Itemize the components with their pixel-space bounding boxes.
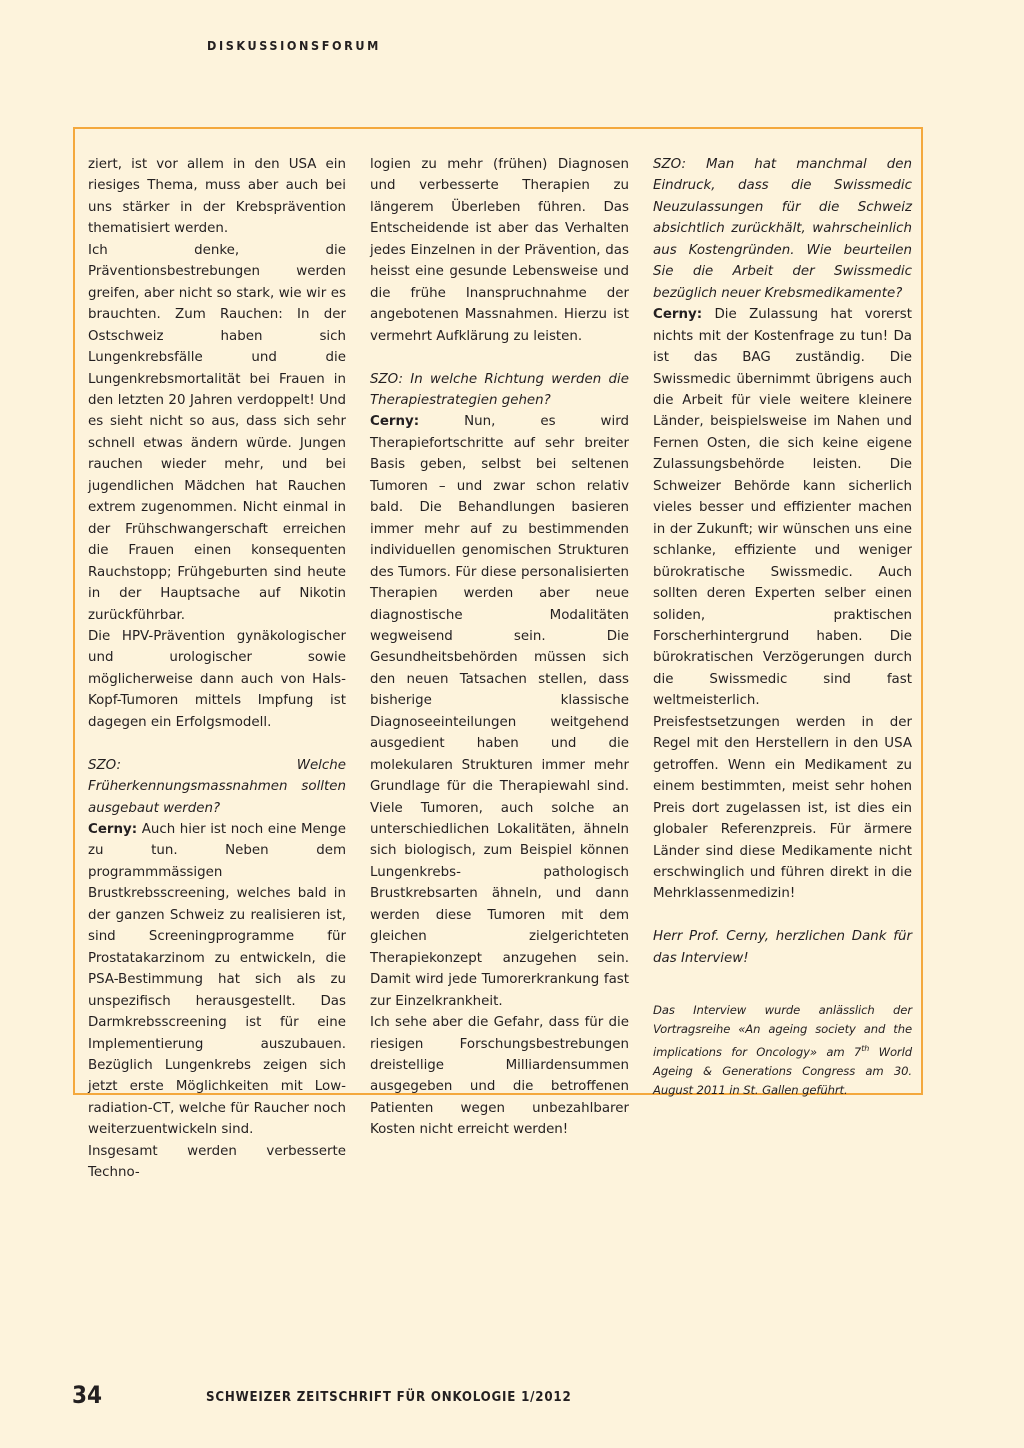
answer-text: Nun, es wird Therapiefortschritte auf sehr breiter Basis geben, selbst bei seltenen Tumoren – und zwar schon relativ bald. Die Behandlungen basieren immer mehr auf zu bestimmenden individuellen genomischen Strukturen des Tumors. Für diese personalisierten Therapien werden aber neue diagnostische Modalitäten wegweisend sein. Die Gesundheitsbehörden müssen sich den neuen Tatsachen stellen, dass bisherige klassische Diagnoseeinteilungen weitgehend ausgedient haben und die molekularen Strukturen immer mehr Grundlage für die Therapiewahl sind. Viele Tumoren, auch solche an unterschiedlichen Lokalitäten, ähneln sich biologisch, zum Beispiel können Lungenkrebs- pathologisch Brustkrebsarten ähneln, und dann werden diese Tumoren mit dem gleichen zielgerichteten Therapiekonzept anzugehen sein. Damit wird jede Tumorerkrankung fast zur Einzelkrankheit. <box>370 414 629 1009</box>
interview-note <box>653 1001 912 1101</box>
column-1 <box>88 154 346 1184</box>
paragraph: Preisfestsetzungen werden in der Regel mit den Herstellern in den USA getroffen. Wenn ein Medikament zu einem bestimmten, meist sehr hohen Preis dort zugelassen ist, ist dies ein globaler Referenzpreis. Für ärmere Länder sind diese Medikamente nicht erschwinglich und führen direkt in die Mehrklassenmedizin! <box>653 714 912 902</box>
note-text: Das Interview wurde anlässlich der Vortragsreihe «An ageing society and the implications for Oncology» am 7 <box>653 1002 912 1059</box>
interview-answer <box>370 411 629 1012</box>
column-3 <box>653 154 912 1101</box>
interview-question: SZO: Man hat manchmal den Eindruck, dass die Swissmedic Neuzulassungen für die Schweiz absichtlich zurückhält, wahrscheinlich aus Kostengründen. Wie beurteilen Sie die Arbeit der Swissmedic bezüglich neuer Krebsmedikamente? <box>653 157 912 301</box>
speaker-label: Cerny: <box>653 307 703 323</box>
answer-text: Die Zulassung hat vorerst nichts mit der Kostenfrage zu tun! Da ist das BAG zuständig. Die Swissmedic übernimmt übrigens auch die Arbeit für viele weitere kleinere Länder, beispielsweise im Nahen und Fernen Osten, die sich keine eigene Zulassungsbehörde leisten. Die Schweizer Behörde kann sicherlich vieles besser und effizienter machen in der Zukunft; wir wünschen uns eine schlanke, effiziente und weniger bürokratische Swissmedic. Auch sollten deren Experten selber einen soliden, praktischen Forscherhintergrund haben. Die bürokratischen Verzögerungen durch die Swissmedic sind fast weltmeisterlich. <box>653 307 913 709</box>
paragraph: Die HPV-Prävention gynäkologischer und urologischer sowie möglicherweise dann auch von Hals-Kopf-Tumoren mittels Impfung ist dagegen ein Erfolgsmodell. <box>88 628 346 730</box>
interview-question: SZO: Welche Früherkennungsmassnahmen sollten ausgebaut werden? <box>88 757 346 816</box>
interview-question: SZO: In welche Richtung werden die Therapiestrategien gehen? <box>370 371 629 408</box>
paragraph: Insgesamt werden verbesserte Techno- <box>88 1143 346 1181</box>
paragraph: Ich sehe aber die Gefahr, dass für die riesigen Forschungsbestrebungen dreistellige Milliardensummen ausgegeben und die betroffenen Patienten wegen unbezahlbarer Kosten nicht erreicht werden! <box>370 1015 629 1138</box>
column-2 <box>370 154 629 1141</box>
note-text-end: World Ageing & Generations Congress am 30. August 2011 in St. Gallen geführt. <box>653 1044 912 1098</box>
speaker-label: Cerny: <box>88 822 138 838</box>
note-superscript: th <box>861 1044 870 1054</box>
journal-title: SCHWEIZER ZEITSCHRIFT FÜR ONKOLOGIE 1/2012 <box>206 1390 572 1405</box>
section-header: DISKUSSIONSFORUM <box>207 38 381 53</box>
paragraph: ziert, ist vor allem in den USA ein riesiges Thema, muss aber auch bei uns stärker in der Krebsprävention thematisiert werden. <box>88 157 346 237</box>
interview-answer <box>653 304 912 712</box>
page-number: 34 <box>72 1381 103 1409</box>
closing-thanks: Herr Prof. Cerny, herzlichen Dank für das Interview! <box>653 929 912 966</box>
answer-text: Auch hier ist noch eine Menge zu tun. Neben dem programmmässigen Brustkrebsscreening, welches bald in der ganzen Schweiz zu realisieren ist, sind Screeningprogramme für Prostatakarzinom zu entwickeln, die PSA-Bestimmung hat sich als zu unspezifisch herausgestellt. Das Darmkrebsscreening ist für eine Implementierung auszubauen. Bezüglich Lungenkrebs zeigen sich jetzt erste Möglichkeiten mit Low-radiation-CT, welche für Raucher noch weiterzuentwickeln sind. <box>88 822 346 1138</box>
paragraph: Ich denke, die Präventionsbestrebungen werden greifen, aber nicht so stark, wie wir es brauchten. Zum Rauchen: In der Ostschweiz haben sich Lungenkrebsfälle und die Lungenkrebsmortalität bei Frauen in den letzten 20 Jahren verdoppelt! Und es sieht nicht so aus, dass sich sehr schnell etwas ändern würde. Jungen rauchen wieder mehr, und bei jugendlichen Mädchen hat Rauchen extrem zugenommen. Nicht einmal in der Frühschwangerschaft erreichen die Frauen einen konsequenten Rauchstopp; Frühgeburten sind heute in der Hauptsache auf Nikotin zurückführbar. <box>88 242 346 623</box>
interview-answer <box>88 819 346 1141</box>
speaker-label: Cerny: <box>370 414 420 430</box>
paragraph: logien zu mehr (frühen) Diagnosen und verbesserte Therapien zu längerem Überleben führen. Das Entscheidende ist aber das Verhalten jedes Einzelnen in der Prävention, das heisst eine gesunde Lebensweise und die frühe Inanspruchnahme der angebotenen Massnahmen. Hierzu ist vermehrt Aufklärung zu leisten. <box>370 157 629 344</box>
